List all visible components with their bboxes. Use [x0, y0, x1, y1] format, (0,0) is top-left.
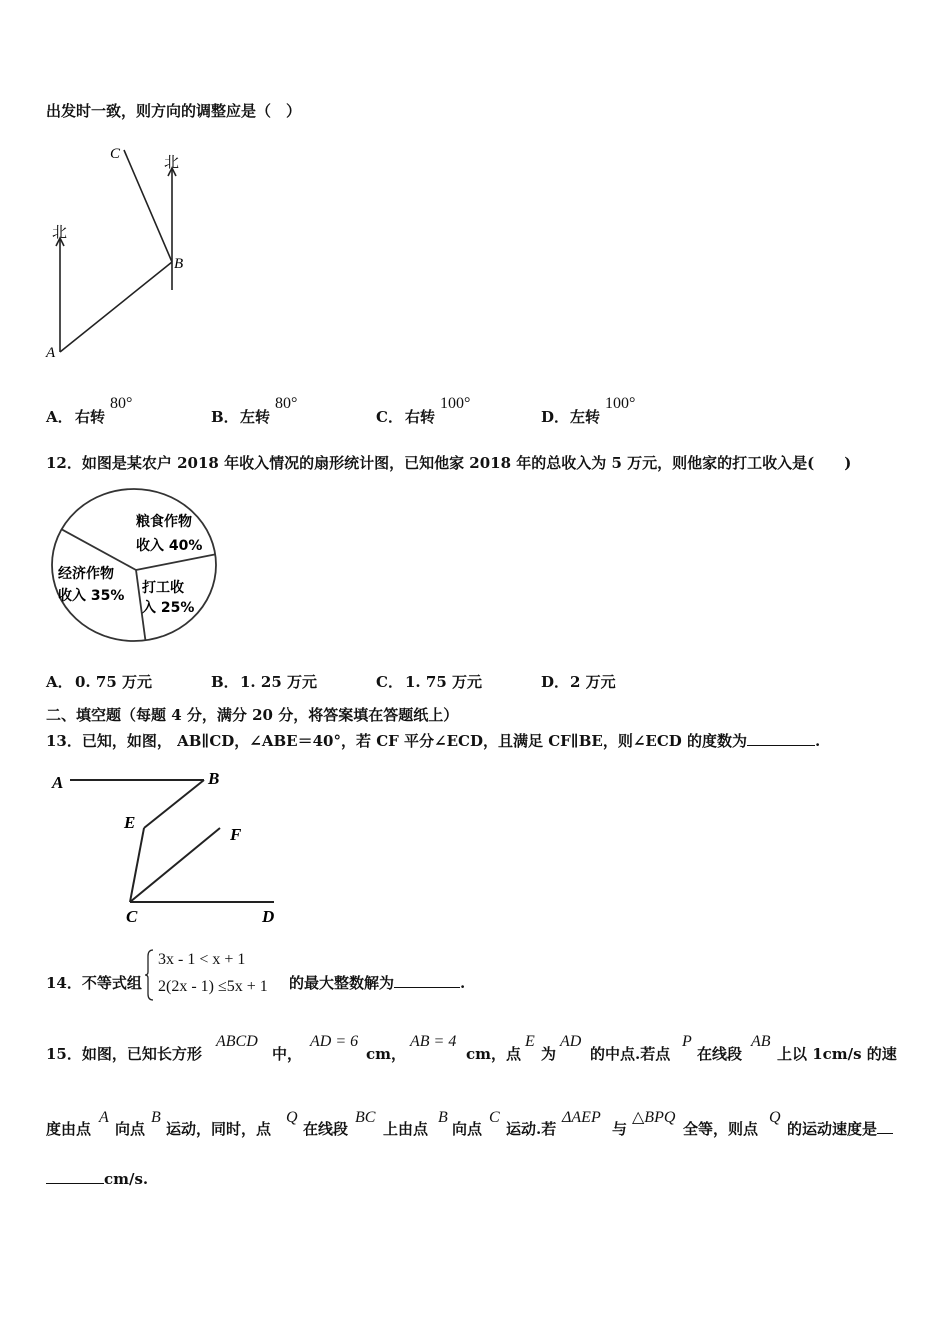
q15-text-5: 在线段 [697, 1045, 743, 1063]
q15-answer-blank[interactable] [46, 1183, 104, 1184]
q13-answer-blank[interactable] [747, 745, 815, 746]
q15-ab-eq: AB = 4 [410, 1033, 457, 1050]
q12-pie-chart [50, 488, 220, 648]
q12-stem: 12．如图是某农户 2018 年收入情况的扇形统计图，已知他家 2018 年的总收入为 5 万元，则他家的打工收入是( ) [46, 454, 852, 472]
q15-p: P [682, 1033, 692, 1050]
q15-text-12: 向点 [452, 1120, 483, 1138]
pie-label-work-2: 入 25% [142, 600, 195, 616]
q15-b: B [151, 1109, 161, 1126]
q13-figure [44, 766, 294, 931]
q13-stem: 13．已知，如图， AB∥CD，∠ABE＝40°，若 CF 平分∠ECD，且满足 CF∥BE，则∠ECD 的度数为 [46, 732, 748, 750]
q14-suffix: 的最大整数解为 [289, 974, 395, 992]
q15-ad: AD [560, 1033, 582, 1050]
q14-end: . [460, 974, 466, 992]
q13-stem-line [46, 734, 820, 749]
q15-ad-eq: AD = 6 [310, 1033, 359, 1050]
label-a: A [52, 773, 64, 792]
q15-text-8: 向点 [115, 1120, 146, 1138]
label-b: B [174, 256, 184, 272]
segment-cf [130, 828, 220, 902]
q11-direction-figure [40, 140, 210, 370]
q15-text-13: 运动.若 [506, 1120, 557, 1138]
q15-text-3: 为 [541, 1045, 557, 1063]
q15-text-16-line [787, 1122, 893, 1137]
pie-label-grain-1: 粮食作物 [136, 514, 192, 530]
pie-label-econ-2: 收入 35% [58, 588, 125, 604]
segment-ec [130, 828, 144, 902]
q15-answer-blank-start[interactable] [877, 1133, 893, 1134]
label-c: C [110, 146, 121, 162]
pie-label-econ-1: 经济作物 [58, 566, 114, 582]
pie-divider-1 [62, 529, 136, 570]
segment-ab [60, 262, 172, 352]
q15-text-6: 上以 1cm/s 的速 [777, 1045, 897, 1063]
q15-text-9: 运动，同时，点 [166, 1120, 272, 1138]
section2-heading: 二、填空题（每题 4 分，满分 20 分，将答案填在答题纸上） [46, 706, 459, 724]
label-c: C [126, 907, 138, 926]
q15-b2: B [438, 1109, 448, 1126]
q15-cm-1: cm， [366, 1045, 407, 1063]
label-b: B [208, 769, 220, 788]
q15-unit: cm/s. [104, 1170, 149, 1188]
q15-bpq: △BPQ [632, 1109, 676, 1126]
q15-text-7: 度由点 [46, 1120, 92, 1138]
q15-text-1: 15．如图，已知长方形 [46, 1045, 202, 1063]
north-label-a: 北 [52, 223, 68, 241]
q14-answer-blank[interactable] [394, 987, 460, 988]
north-label-b: 北 [164, 153, 180, 171]
q15-last-line [46, 1172, 148, 1187]
q15-cm-2: cm，点 [466, 1045, 522, 1063]
q15-e: E [525, 1033, 535, 1050]
label-d: D [262, 907, 275, 926]
q15-ab: AB [751, 1033, 771, 1050]
q14-prefix: 14．不等式组 [46, 974, 142, 992]
q15-text-15: 全等，则点 [683, 1120, 759, 1138]
q15-text-11: 上由点 [383, 1120, 429, 1138]
q15-abcd: ABCD [216, 1033, 258, 1050]
pie-label-grain-2: 收入 40% [136, 538, 203, 554]
q14-inequality-1: 3x - 1 < x + 1 [158, 951, 246, 968]
q15-text-14: 与 [612, 1120, 628, 1138]
q15-text-16: 的运动速度是 [787, 1120, 878, 1138]
q14-inequality-2: 2(2x - 1) ≤5x + 1 [158, 978, 268, 995]
q15-bc: BC [355, 1109, 376, 1126]
q15-q2: Q [769, 1109, 781, 1126]
q14-system-brace [147, 948, 155, 1002]
pie-outline [52, 489, 216, 641]
q14-suffix-line [289, 976, 465, 991]
label-a: A [46, 345, 56, 361]
q13-end: . [815, 732, 821, 750]
q15-text-4: 的中点.若点 [590, 1045, 671, 1063]
pie-divider-2 [136, 554, 215, 570]
label-f: F [230, 825, 242, 844]
q15-a: A [99, 1109, 109, 1126]
q15-text-2: 中， [272, 1045, 303, 1063]
q15-aep: ΔAEP [562, 1109, 601, 1126]
q15-c: C [489, 1109, 500, 1126]
segment-be [144, 780, 204, 828]
pie-label-work-1: 打工收 [142, 580, 184, 596]
q15-text-10: 在线段 [303, 1120, 349, 1138]
q15-q: Q [286, 1109, 298, 1126]
label-e: E [124, 813, 136, 832]
q11-stem-tail: 出发时一致，则方向的调整应是（ ） [46, 102, 302, 120]
